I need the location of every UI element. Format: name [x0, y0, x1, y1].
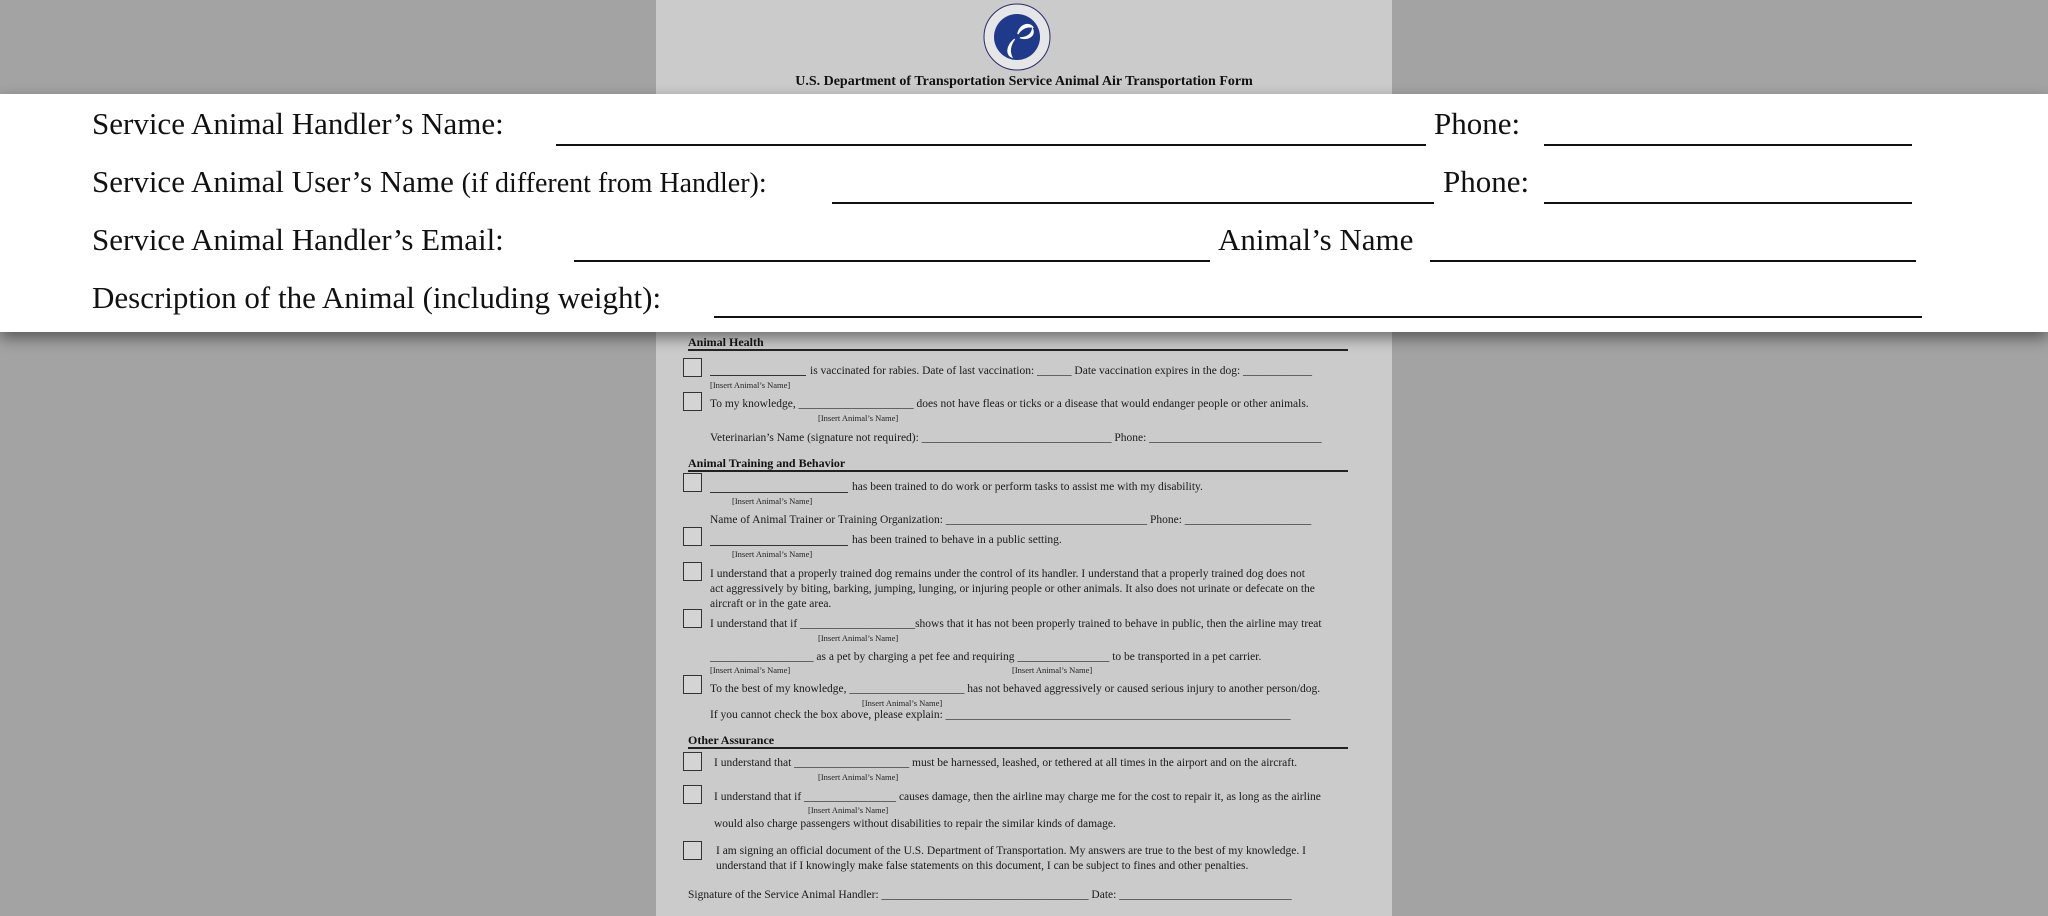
insert-name-hint: [Insert Animal’s Name]	[818, 772, 899, 782]
trainer-text: Name of Animal Trainer or Training Organization: ___________________________________ Phone: ______________________	[710, 514, 1312, 526]
official-document-checkbox[interactable]	[683, 841, 702, 860]
description-field[interactable]	[714, 316, 1922, 318]
description-label: Description of the Animal (including weight):	[92, 280, 662, 315]
harness-text: I understand that ____________________ must be harnessed, leashed, or tethered at all times in the airport and on the aircraft.	[714, 757, 1298, 769]
user-phone-label: Phone:	[1443, 164, 1530, 199]
animal-name-blank[interactable]	[710, 545, 848, 546]
user-phone-field[interactable]	[1544, 202, 1912, 204]
section-divider	[688, 349, 1348, 351]
insert-name-hint: [Insert Animal’s Name]	[710, 665, 791, 675]
section-divider	[688, 470, 1348, 472]
signature-line: Signature of the Service Animal Handler: ____________________________________ Date: ______________________________	[688, 889, 1292, 901]
explain-text: If you cannot check the box above, please explain: ____________________________________________________________	[710, 709, 1291, 721]
damage-checkbox[interactable]	[683, 785, 702, 804]
handler-name-label: Service Animal Handler’s Name:	[92, 106, 504, 141]
damage-text: I understand that if ________________ causes damage, then the airline may charge me for the cost to repair it, as long as the airline	[714, 791, 1321, 803]
pet-fee-text: __________________ as a pet by charging a pet fee and requiring ________________ to be transported in a pet carrier.	[710, 651, 1262, 663]
trained-work-checkbox[interactable]	[683, 473, 702, 492]
insert-name-hint: [Insert Animal’s Name]	[1012, 665, 1093, 675]
section-animal-health: Animal Health	[688, 335, 764, 349]
user-name-row	[92, 164, 767, 200]
insert-name-hint: [Insert Animal’s Name]	[732, 549, 813, 559]
handler-phone-field[interactable]	[1544, 144, 1912, 146]
fleas-checkbox[interactable]	[683, 392, 702, 411]
section-divider	[688, 747, 1348, 749]
official-text-2: understand that if I knowingly make false statements on this document, I can be subject to fines and other penalties.	[716, 860, 1249, 872]
official-text-1: I am signing an official document of the U.S. Department of Transportation. My answers are true to the best of my knowledge. I	[716, 845, 1306, 857]
handler-email-field[interactable]	[574, 260, 1210, 262]
user-name-label: Service Animal User’s Name	[92, 164, 454, 199]
dot-seal-icon	[982, 2, 1052, 72]
best-knowledge-checkbox[interactable]	[683, 675, 702, 694]
control-checkbox[interactable]	[683, 562, 702, 581]
form-title: U.S. Department of Transportation Service Animal Air Transportation Form	[795, 74, 1253, 89]
insert-name-hint: [Insert Animal’s Name]	[862, 698, 943, 708]
handler-name-field[interactable]	[556, 144, 1426, 146]
section-other-assurance: Other Assurance	[688, 733, 775, 747]
animal-name-field[interactable]	[1430, 260, 1916, 262]
insert-name-hint: [Insert Animal’s Name]	[732, 496, 813, 506]
trained-work-text: has been trained to do work or perform tasks to assist me with my disability.	[852, 481, 1203, 493]
handler-phone-label: Phone:	[1434, 106, 1521, 141]
animal-name-blank[interactable]	[710, 492, 848, 493]
section-training: Animal Training and Behavior	[688, 456, 846, 470]
user-name-field[interactable]	[832, 202, 1434, 204]
zoomed-header-fields	[0, 94, 2048, 332]
control-text-3: aircraft or in the gate area.	[710, 598, 832, 610]
if-not-trained-checkbox[interactable]	[683, 609, 702, 628]
insert-name-hint: [Insert Animal’s Name]	[808, 805, 889, 815]
harness-checkbox[interactable]	[683, 752, 702, 771]
insert-name-hint: [Insert Animal’s Name]	[818, 633, 899, 643]
insert-name-hint: [Insert Animal’s Name]	[818, 413, 899, 423]
handler-email-label: Service Animal Handler’s Email:	[92, 222, 504, 257]
rabies-text: is vaccinated for rabies. Date of last vaccination: ______ Date vaccination expires in the dog: ____________	[810, 365, 1313, 377]
animal-name-blank[interactable]	[710, 375, 806, 376]
insert-name-hint: [Insert Animal’s Name]	[710, 380, 791, 390]
control-text-2: act aggressively by biting, barking, jumping, lunging, or injuring people or other animals. It also does not urinate or defecate on the	[710, 583, 1315, 595]
damage-text-2: would also charge passengers without disabilities to repair the similar kinds of damage.	[714, 818, 1116, 830]
best-knowledge-text: To the best of my knowledge, ____________________ has not behaved aggressively or caused serious injury to another person/dog.	[710, 683, 1321, 695]
veterinarian-text: Veterinarian’s Name (signature not required): _________________________________ Phone: ______________________________	[710, 432, 1322, 444]
user-name-note: (if different from Handler):	[461, 168, 767, 199]
control-text-1: I understand that a properly trained dog remains under the control of its handler. I understand that a properly trained dog does not	[710, 568, 1305, 580]
fleas-text: To my knowledge, ____________________ does not have fleas or ticks or a disease that would endanger people or other animals.	[710, 398, 1309, 410]
animal-name-label: Animal’s Name	[1218, 222, 1414, 257]
if-not-trained-text: I understand that if ____________________shows that it has not been properly trained to behave in public, then the airline may treat	[710, 618, 1322, 630]
trained-public-text: has been trained to behave in a public setting.	[852, 534, 1062, 546]
trained-public-checkbox[interactable]	[683, 527, 702, 546]
rabies-checkbox[interactable]	[683, 358, 702, 377]
